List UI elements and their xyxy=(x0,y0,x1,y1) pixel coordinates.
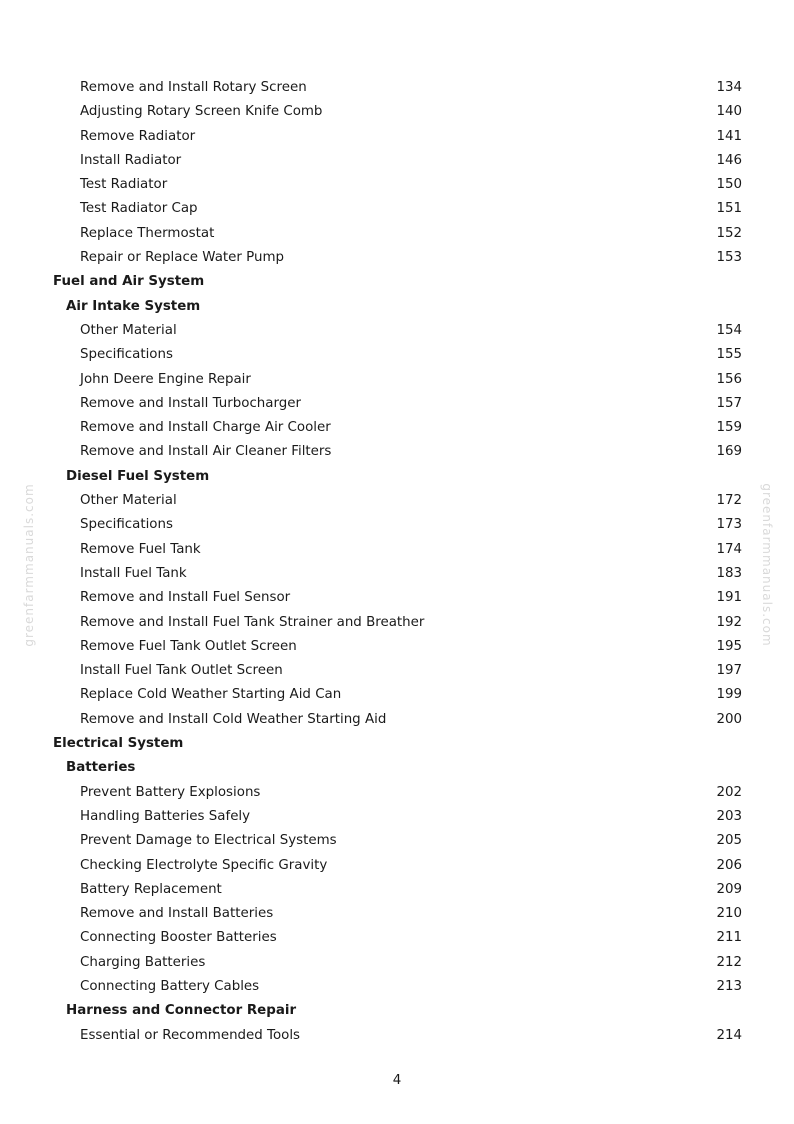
toc-entry-page: 199 xyxy=(716,687,742,703)
toc-entry-page: 209 xyxy=(716,881,742,897)
toc-entry-page: 141 xyxy=(716,128,742,144)
toc-entry-title: Test Radiator Cap xyxy=(80,201,198,217)
toc-entry-title: Fuel and Air System xyxy=(53,274,205,290)
toc-entry-page: 155 xyxy=(716,347,742,363)
toc-entry-page: 192 xyxy=(716,614,742,630)
toc-entry-title: Essential or Recommended Tools xyxy=(80,1027,301,1043)
toc-section-heading xyxy=(0,732,794,756)
toc-entry-title: Batteries xyxy=(66,760,136,776)
toc-entry[interactable] xyxy=(0,586,794,610)
toc-entry-page: 151 xyxy=(716,201,742,217)
toc-entry[interactable] xyxy=(0,878,794,902)
toc-entry[interactable] xyxy=(0,926,794,950)
toc-entry[interactable] xyxy=(0,1024,794,1048)
toc-entry-page: 205 xyxy=(716,833,742,849)
toc-entry-page: 173 xyxy=(716,517,742,533)
toc-entry-title: Replace Thermostat xyxy=(80,225,215,241)
toc-entry[interactable] xyxy=(0,829,794,853)
toc-entry-title: Adjusting Rotary Screen Knife Comb xyxy=(80,104,323,120)
toc-entry-page: 203 xyxy=(716,808,742,824)
toc-entry[interactable] xyxy=(0,854,794,878)
toc-entry-title: Remove Radiator xyxy=(80,128,196,144)
toc-entry-page: 183 xyxy=(716,565,742,581)
toc-entry-page: 172 xyxy=(716,493,742,509)
toc-entry-title: Other Material xyxy=(80,322,177,338)
toc-entry[interactable] xyxy=(0,951,794,975)
toc-entry[interactable] xyxy=(0,392,794,416)
toc-entry-title: Install Fuel Tank xyxy=(80,565,187,581)
toc-section-heading xyxy=(0,270,794,294)
toc-entry-title: Remove and Install Fuel Sensor xyxy=(80,590,291,606)
toc-entry-page: 156 xyxy=(716,371,742,387)
toc-entry-title: Install Fuel Tank Outlet Screen xyxy=(80,663,283,679)
toc-entry-page: 202 xyxy=(716,784,742,800)
toc-entry[interactable] xyxy=(0,343,794,367)
toc-entry[interactable] xyxy=(0,440,794,464)
toc-entry-page: 210 xyxy=(716,906,742,922)
toc-entry[interactable] xyxy=(0,222,794,246)
toc-entry-page: 195 xyxy=(716,638,742,654)
toc-entry-title: Remove and Install Charge Air Cooler xyxy=(80,420,331,436)
toc-entry-title: Other Material xyxy=(80,493,177,509)
toc-entry-page: 153 xyxy=(716,250,742,266)
toc-entry-title: Remove Fuel Tank xyxy=(80,541,201,557)
toc-entry-page: 213 xyxy=(716,978,742,994)
toc-entry[interactable] xyxy=(0,76,794,100)
toc-entry-title: Remove and Install Batteries xyxy=(80,906,274,922)
toc-entry-title: Specifications xyxy=(80,517,173,533)
toc-entry-title: Prevent Damage to Electrical Systems xyxy=(80,833,337,849)
toc-entry-title: Remove Fuel Tank Outlet Screen xyxy=(80,638,297,654)
toc-entry-page: 154 xyxy=(716,322,742,338)
toc-entry-page: 157 xyxy=(716,395,742,411)
toc-entry-title: Air Intake System xyxy=(66,298,201,314)
toc-entry[interactable] xyxy=(0,513,794,537)
toc-entry-page: 200 xyxy=(716,711,742,727)
toc-entry-title: Replace Cold Weather Starting Aid Can xyxy=(80,687,342,703)
toc-entry-title: Test Radiator xyxy=(80,177,168,193)
watermark-left: greenfarmmanuals.com xyxy=(22,483,36,647)
toc-entry-page: 197 xyxy=(716,663,742,679)
toc-entry[interactable] xyxy=(0,246,794,270)
toc-entry-page: 206 xyxy=(716,857,742,873)
toc-entry[interactable] xyxy=(0,125,794,149)
toc-entry-page: 191 xyxy=(716,590,742,606)
toc-entry[interactable] xyxy=(0,611,794,635)
toc-section-heading xyxy=(0,756,794,780)
toc-entry-title: Checking Electrolyte Specific Gravity xyxy=(80,857,328,873)
toc-entry-page: 146 xyxy=(716,152,742,168)
toc-entry-title: Remove and Install Air Cleaner Filters xyxy=(80,444,332,460)
toc-entry-page: 169 xyxy=(716,444,742,460)
toc-entry-title: Install Radiator xyxy=(80,152,182,168)
toc-entry-title: John Deere Engine Repair xyxy=(80,371,251,387)
toc-entry[interactable] xyxy=(0,708,794,732)
table-of-contents xyxy=(0,76,794,1048)
toc-entry[interactable] xyxy=(0,197,794,221)
toc-entry-page: 212 xyxy=(716,954,742,970)
toc-entry[interactable] xyxy=(0,562,794,586)
toc-section-heading xyxy=(0,999,794,1023)
toc-entry-title: Charging Batteries xyxy=(80,954,206,970)
toc-entry[interactable] xyxy=(0,368,794,392)
toc-entry[interactable] xyxy=(0,805,794,829)
toc-entry-title: Remove and Install Rotary Screen xyxy=(80,80,307,95)
toc-entry-title: Specifications xyxy=(80,347,173,363)
toc-entry-title: Prevent Battery Explosions xyxy=(80,784,261,800)
toc-section-heading xyxy=(0,465,794,489)
toc-entry[interactable] xyxy=(0,635,794,659)
toc-entry-page: 214 xyxy=(716,1027,742,1043)
toc-entry-title: Handling Batteries Safely xyxy=(80,808,251,824)
toc-entry-title: Remove and Install Turbocharger xyxy=(80,395,302,411)
toc-entry-title: Connecting Booster Batteries xyxy=(80,930,277,946)
toc-entry-title: Harness and Connector Repair xyxy=(66,1003,297,1019)
toc-entry[interactable] xyxy=(0,683,794,707)
toc-entry-page: 150 xyxy=(716,177,742,193)
toc-entry-page: 140 xyxy=(716,104,742,120)
toc-entry[interactable] xyxy=(0,902,794,926)
toc-entry-page: 174 xyxy=(716,541,742,557)
toc-entry[interactable] xyxy=(0,538,794,562)
toc-entry-title: Connecting Battery Cables xyxy=(80,978,260,994)
toc-entry-page: 211 xyxy=(716,930,742,946)
toc-entry[interactable] xyxy=(0,416,794,440)
toc-entry-page: 159 xyxy=(716,420,742,436)
page-number: 4 xyxy=(392,1073,402,1088)
toc-entry[interactable] xyxy=(0,173,794,197)
toc-entry-page: 134 xyxy=(716,80,742,95)
toc-entry[interactable] xyxy=(0,489,794,513)
toc-entry[interactable] xyxy=(0,659,794,683)
toc-entry[interactable] xyxy=(0,781,794,805)
toc-entry[interactable] xyxy=(0,100,794,124)
toc-entry-title: Electrical System xyxy=(53,736,184,752)
toc-section-heading xyxy=(0,295,794,319)
toc-entry[interactable] xyxy=(0,975,794,999)
toc-entry-title: Battery Replacement xyxy=(80,881,222,897)
toc-entry-title: Remove and Install Fuel Tank Strainer and Breather xyxy=(80,614,425,630)
toc-entry-title: Remove and Install Cold Weather Starting Aid xyxy=(80,711,387,727)
toc-entry-page: 152 xyxy=(716,225,742,241)
toc-entry[interactable] xyxy=(0,149,794,173)
watermark-right: greenfarmmanuals.com xyxy=(760,483,774,647)
toc-entry-title: Diesel Fuel System xyxy=(66,468,210,484)
toc-entry[interactable] xyxy=(0,319,794,343)
toc-entry-title: Repair or Replace Water Pump xyxy=(80,250,285,266)
